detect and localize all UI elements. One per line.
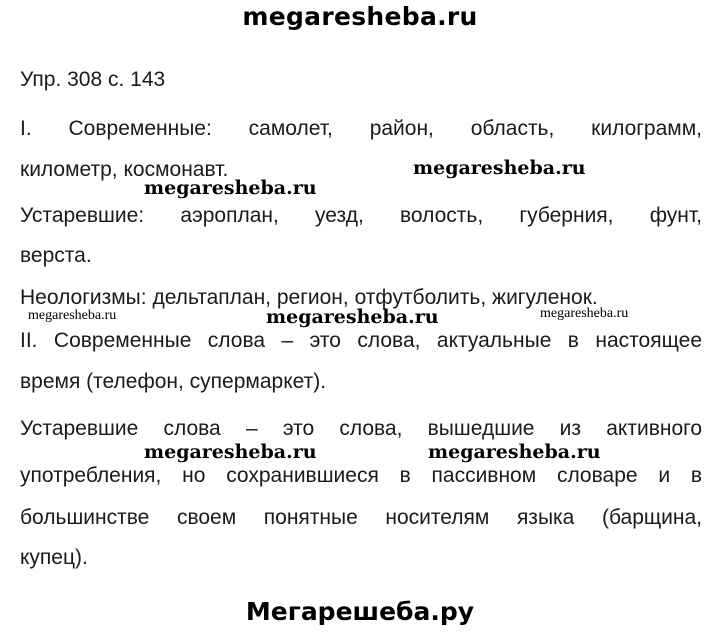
text-line-9: употребления, но сохранившиеся в пассивном словаре и в [20,464,702,487]
watermark-2: megaresheba.ru [144,177,317,199]
watermark-4: megaresheba.ru [266,306,439,328]
text-line-4: верста. [20,244,92,267]
text-line-10: большинстве своем понятные носителям языка (барщина, [20,506,702,529]
text-line-3: Устаревшие: аэроплан, уезд, волость, губерния, фунт, [20,204,702,227]
text-line-5: Неологизмы: дельтаплан, регион, отфутболить, жигуленок. [20,286,598,309]
text-line-6: II. Современные слова – это слова, актуальные в настоящее [20,329,702,352]
watermark-7: megaresheba.ru [428,441,601,463]
text-line-2: километр, космонавт. [20,158,229,181]
header-site-name: megaresheba.ru [242,2,478,31]
watermark-6: megaresheba.ru [144,441,317,463]
text-line-7: время (телефон, супермаркет). [20,370,327,393]
exercise-title: Упр. 308 с. 143 [20,68,166,91]
text-line-8: Устаревшие слова – это слова, вышедшие из активного [20,417,702,440]
watermark-3: megaresheba.ru [28,308,117,323]
text-line-1: I. Современные: самолет, район, область, килограмм, [20,117,702,140]
footer-site-name: Мегарешеба.ру [245,597,475,626]
text-line-11: купец). [20,546,88,569]
watermark-5: megaresheba.ru [540,306,629,321]
watermark-1: megaresheba.ru [413,157,586,179]
